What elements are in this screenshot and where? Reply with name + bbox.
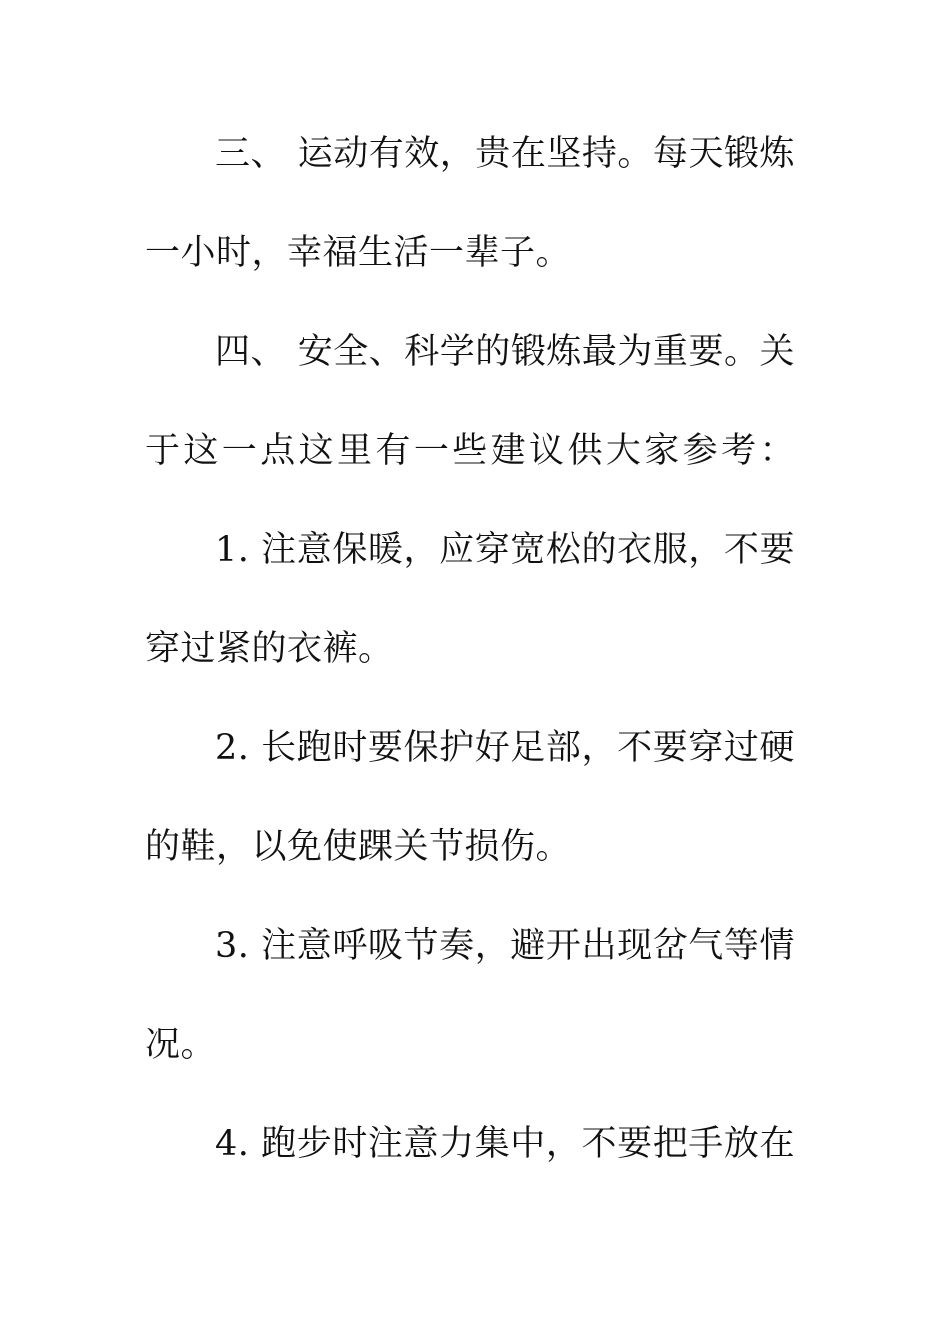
list-item-line: 况。 [145, 1025, 217, 1065]
list-item-line: 1. 注意保暖，应穿宽松的衣服，不要 [215, 530, 795, 570]
paragraph-line: 四、 安全、科学的锻炼最为重要。关 [215, 332, 795, 372]
list-item-line: 穿过紧的衣裤。 [145, 629, 394, 669]
list-item-line: 2. 长跑时要保护好足部，不要穿过硬 [215, 728, 795, 768]
list-item-line: 3. 注意呼吸节奏，避开出现岔气等情 [215, 926, 795, 966]
list-item-line: 的鞋，以免使踝关节损伤。 [145, 827, 572, 867]
paragraph-line: 三、 运动有效，贵在坚持。每天锻炼 [215, 134, 795, 174]
paragraph-line: 一小时，幸福生活一辈子。 [145, 233, 572, 273]
list-item-line: 4. 跑步时注意力集中，不要把手放在 [215, 1124, 795, 1164]
paragraph-line: 于这一点这里有一些建议供大家参考： [145, 431, 795, 471]
